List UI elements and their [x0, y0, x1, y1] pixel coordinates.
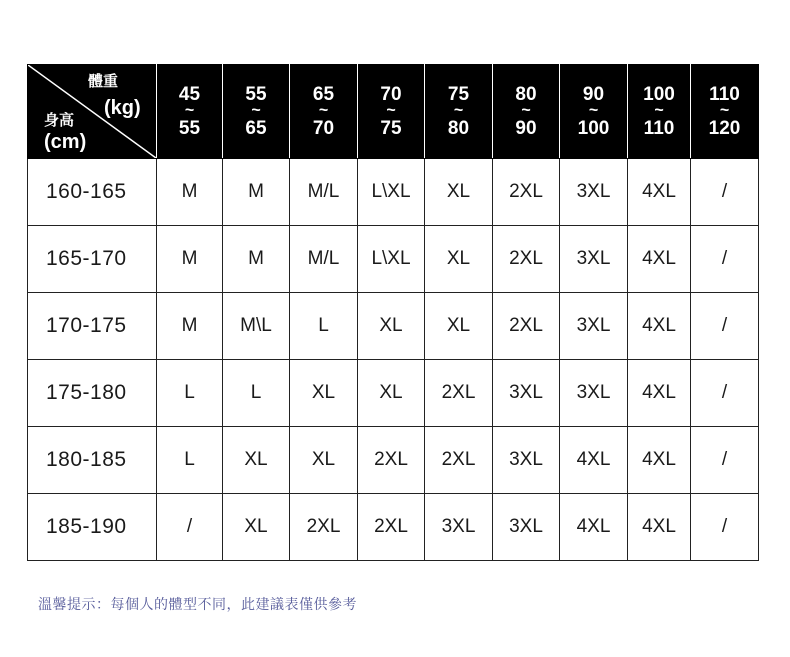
- size-cell: 3XL: [425, 494, 493, 561]
- size-cell: L: [157, 427, 223, 494]
- weight-range-header: 75 ~ 80: [425, 65, 493, 159]
- weight-range-header: 65 ~ 70: [290, 65, 358, 159]
- size-cell: XL: [358, 293, 425, 360]
- size-cell: M: [157, 293, 223, 360]
- weight-range-header: 55 ~ 65: [223, 65, 290, 159]
- weight-unit: (kg): [104, 97, 141, 119]
- size-cell: 3XL: [493, 494, 560, 561]
- header-row: [28, 65, 759, 159]
- size-cell: 3XL: [560, 293, 628, 360]
- weight-range-header: 45 ~ 55: [157, 65, 223, 159]
- size-cell: 4XL: [628, 293, 691, 360]
- size-cell: 2XL: [493, 226, 560, 293]
- size-cell: M/L: [290, 159, 358, 226]
- size-cell: 4XL: [628, 159, 691, 226]
- table-row: [28, 427, 759, 494]
- height-range-cell: 175-180: [28, 360, 157, 427]
- size-cell: 2XL: [290, 494, 358, 561]
- weight-range-header: 100 ~ 110: [628, 65, 691, 159]
- weight-range-header: 80 ~ 90: [493, 65, 560, 159]
- disclaimer-note: 溫馨提示：每個人的體型不同，此建議表僅供參考: [38, 596, 357, 612]
- size-cell: XL: [223, 494, 290, 561]
- size-cell: 2XL: [493, 293, 560, 360]
- size-cell: /: [691, 226, 759, 293]
- size-cell: 3XL: [493, 427, 560, 494]
- size-cell: /: [691, 293, 759, 360]
- weight-range-header: 110 ~ 120: [691, 65, 759, 159]
- corner-header-cell: [28, 65, 157, 159]
- size-cell: 2XL: [358, 427, 425, 494]
- table-row: [28, 360, 759, 427]
- size-cell: XL: [290, 427, 358, 494]
- height-unit: (cm): [44, 131, 87, 153]
- size-cell: 2XL: [358, 494, 425, 561]
- size-cell: /: [691, 494, 759, 561]
- size-cell: 3XL: [560, 226, 628, 293]
- size-cell: 2XL: [493, 159, 560, 226]
- size-cell: 4XL: [560, 494, 628, 561]
- size-cell: M: [223, 159, 290, 226]
- height-range-cell: 165-170: [28, 226, 157, 293]
- weight-label: 體重: [88, 73, 119, 90]
- table-row: [28, 494, 759, 561]
- size-cell: 3XL: [560, 360, 628, 427]
- size-cell: XL: [358, 360, 425, 427]
- height-range-cell: 185-190: [28, 494, 157, 561]
- size-cell: XL: [425, 159, 493, 226]
- table-row: [28, 293, 759, 360]
- size-cell: L: [223, 360, 290, 427]
- size-cell: XL: [425, 226, 493, 293]
- size-cell: M: [157, 159, 223, 226]
- size-cell: 4XL: [628, 427, 691, 494]
- table-row: [28, 159, 759, 226]
- size-cell: XL: [223, 427, 290, 494]
- size-cell: 2XL: [425, 360, 493, 427]
- size-cell: /: [691, 159, 759, 226]
- size-cell: M: [157, 226, 223, 293]
- height-range-cell: 160-165: [28, 159, 157, 226]
- table-row: [28, 226, 759, 293]
- weight-range-header: 70 ~ 75: [358, 65, 425, 159]
- size-cell: /: [691, 427, 759, 494]
- size-cell: 2XL: [425, 427, 493, 494]
- height-range-cell: 170-175: [28, 293, 157, 360]
- size-cell: L\XL: [358, 226, 425, 293]
- size-cell: 4XL: [560, 427, 628, 494]
- weight-range-header: 90 ~ 100: [560, 65, 628, 159]
- size-cell: M\L: [223, 293, 290, 360]
- size-cell: XL: [290, 360, 358, 427]
- size-cell: L\XL: [358, 159, 425, 226]
- size-cell: 4XL: [628, 360, 691, 427]
- size-cell: 4XL: [628, 226, 691, 293]
- size-cell: 4XL: [628, 494, 691, 561]
- height-range-cell: 180-185: [28, 427, 157, 494]
- height-label: 身高: [44, 112, 75, 129]
- size-cell: XL: [425, 293, 493, 360]
- size-cell: 3XL: [560, 159, 628, 226]
- size-cell: /: [691, 360, 759, 427]
- size-cell: L: [290, 293, 358, 360]
- size-cell: L: [157, 360, 223, 427]
- size-cell: 3XL: [493, 360, 560, 427]
- size-cell: M: [223, 226, 290, 293]
- size-cell: M/L: [290, 226, 358, 293]
- size-cell: /: [157, 494, 223, 561]
- size-chart-table: [27, 64, 759, 561]
